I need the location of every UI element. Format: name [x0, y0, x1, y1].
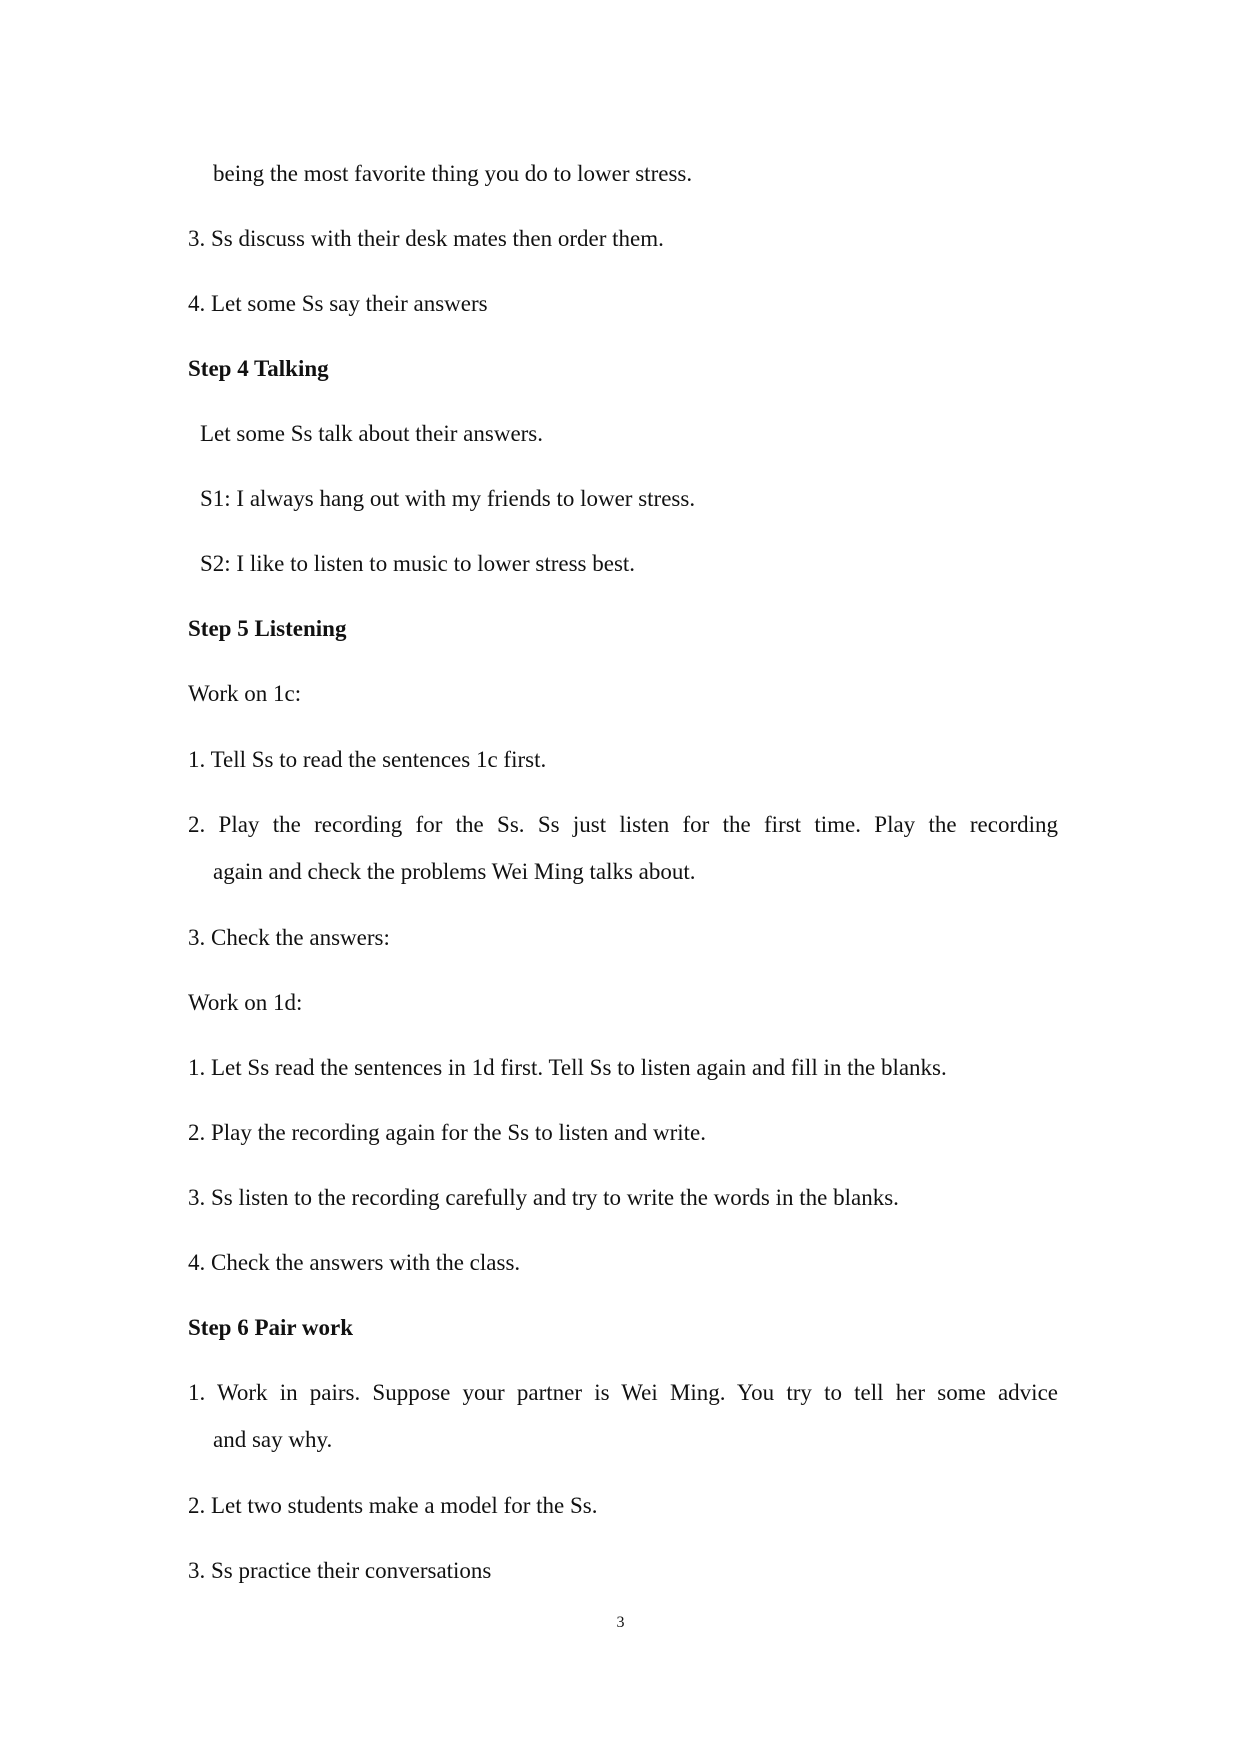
- section-heading: Step 4 Talking: [188, 356, 329, 381]
- list-item: 2. Let two students make a model for the Ss.: [188, 1493, 598, 1518]
- list-item: 1. Let Ss read the sentences in 1d first. Tell Ss to listen again and fill in the blanks.: [188, 1055, 947, 1080]
- list-item: 3. Ss practice their conversations: [188, 1558, 492, 1583]
- text-line: Work on 1d:: [188, 990, 303, 1015]
- list-item: 1. Work in pairs. Suppose your partner is Wei Ming. You try to tell her some advice: [188, 1380, 1058, 1405]
- list-item: 4. Let some Ss say their answers: [188, 291, 488, 316]
- list-item: 2. Play the recording again for the Ss to listen and write.: [188, 1120, 707, 1145]
- section-heading: Step 5 Listening: [188, 616, 347, 641]
- text-line: Let some Ss talk about their answers.: [200, 421, 544, 446]
- list-item: 3. Ss discuss with their desk mates then order them.: [188, 226, 664, 251]
- text-line: again and check the problems Wei Ming talks about.: [213, 859, 696, 884]
- text-line: and say why.: [213, 1427, 333, 1452]
- text-line: S2: I like to listen to music to lower stress best.: [200, 551, 636, 576]
- list-item: 2. Play the recording for the Ss. Ss just listen for the first time. Play the recording: [188, 812, 1058, 837]
- page-number: 3: [616, 1614, 625, 1631]
- text-line: S1: I always hang out with my friends to lower stress.: [200, 486, 696, 511]
- list-item: 4. Check the answers with the class.: [188, 1250, 521, 1275]
- text-line: being the most favorite thing you do to lower stress.: [213, 161, 693, 186]
- text-line: Work on 1c:: [188, 681, 302, 706]
- section-heading: Step 6 Pair work: [188, 1315, 354, 1340]
- list-item: 3. Check the answers:: [188, 925, 390, 950]
- list-item: 1. Tell Ss to read the sentences 1c first.: [188, 747, 547, 772]
- list-item: 3. Ss listen to the recording carefully and try to write the words in the blanks.: [188, 1185, 899, 1210]
